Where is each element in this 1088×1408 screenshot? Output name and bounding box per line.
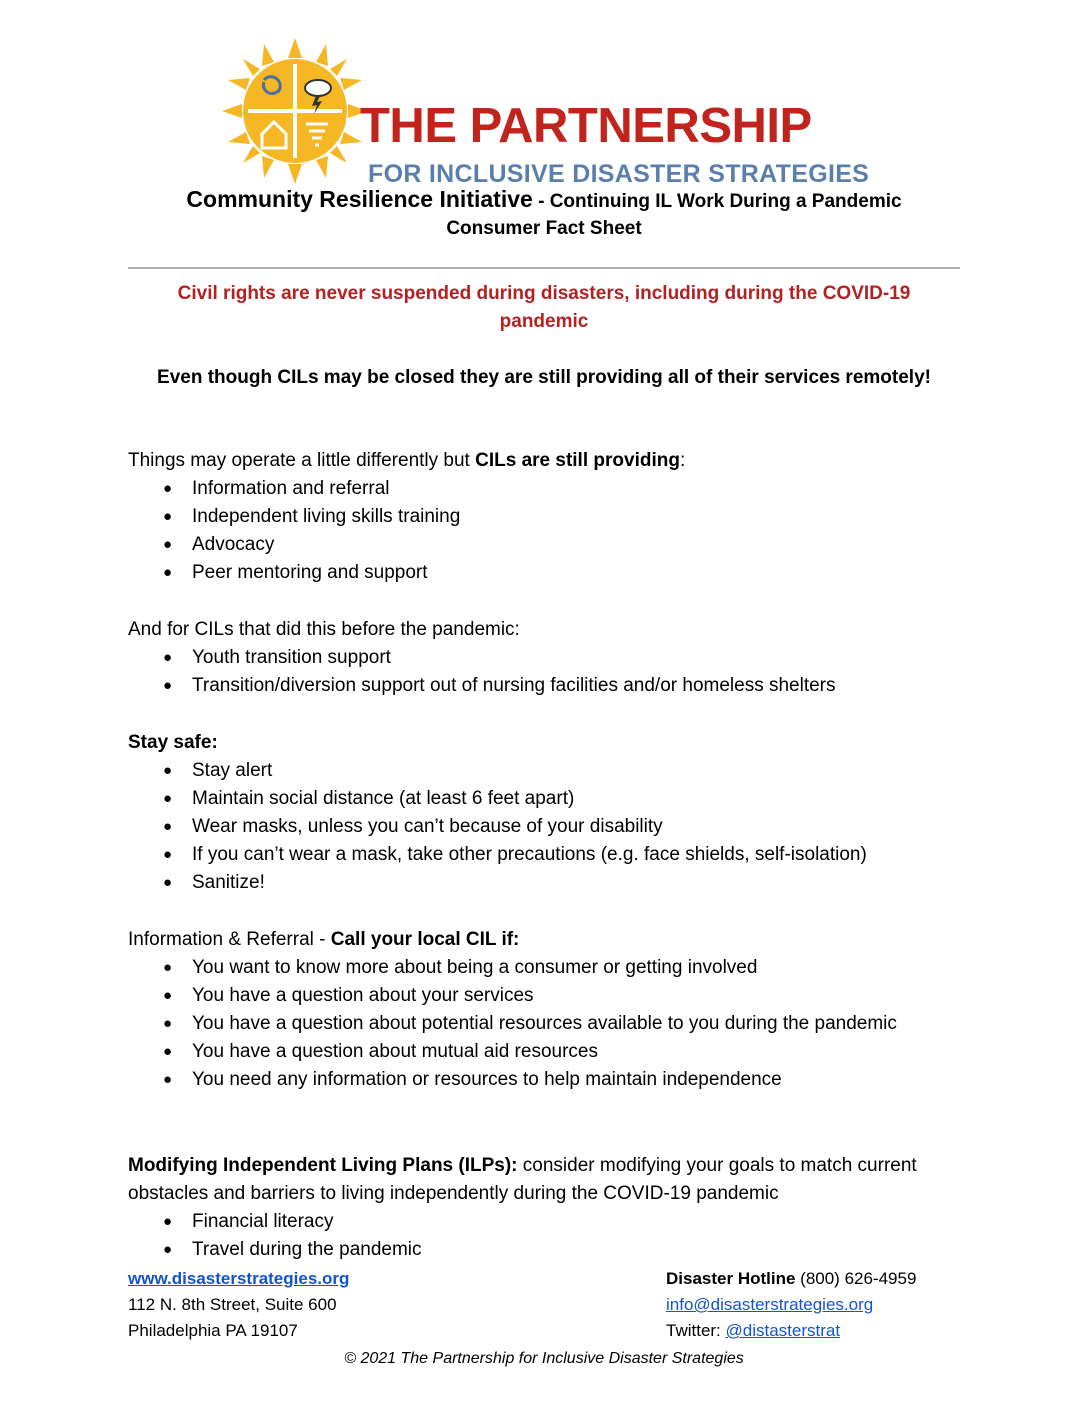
list-item: ● Wear masks, unless you can’t because of your disability (128, 813, 968, 841)
ilp-intro (128, 1152, 948, 1208)
list-item: ● Maintain social distance (at least 6 feet apart) (128, 785, 968, 813)
referral-intro (128, 926, 968, 954)
services-list (128, 475, 968, 587)
hotline-number: (800) 626-4959 (795, 1269, 917, 1288)
stay-safe-list (128, 757, 968, 897)
twitter-link[interactable]: @distasterstrat (725, 1321, 841, 1340)
footer-contact-right (666, 1266, 916, 1344)
referral-list (128, 954, 928, 1094)
initiative-name: Community Resilience Initiative (186, 186, 533, 212)
stay-safe-section (128, 729, 968, 897)
hotline (666, 1266, 916, 1292)
list-item: ● You need any information or resources to help maintain independence (128, 1066, 928, 1094)
list-item: ● If you can’t wear a mask, take other precautions (e.g. face shields, self-isolation) (128, 841, 968, 869)
stay-safe-heading (128, 729, 968, 757)
list-item: ● Independent living skills training (128, 503, 968, 531)
ilp-list (128, 1208, 948, 1264)
ilp-intro-bold: Modifying Independent Living Plans (ILPs): (128, 1155, 518, 1176)
list-item: ● Peer mentoring and support (128, 559, 968, 587)
stay-safe-heading-text: Stay safe: (128, 732, 218, 753)
services-intro (128, 447, 968, 475)
document-title (128, 186, 960, 213)
list-item: ● You have a question about potential resources available to you during the pandemic (128, 1010, 928, 1038)
list-item: ● You have a question about mutual aid resources (128, 1038, 928, 1066)
list-item: ● Travel during the pandemic (128, 1236, 948, 1264)
copyright-notice: © 2021 The Partnership for Inclusive Disaster Strategies (344, 1350, 744, 1367)
list-item: ● Advocacy (128, 531, 968, 559)
logo-title: THE PARTNERSHIP (360, 99, 812, 153)
address-line-2: Philadelphia PA 19107 (128, 1321, 298, 1340)
civil-rights-notice: Civil rights are never suspended during disasters, including during the COVID-19 pandemic (177, 283, 911, 332)
twitter-label: Twitter: (666, 1321, 726, 1340)
services-intro-bold: CILs are still providing (475, 450, 680, 471)
list-item: ● Youth transition support (128, 644, 968, 672)
list-item: ● You want to know more about being a consumer or getting involved (128, 954, 928, 982)
list-item: ● You have a question about your services (128, 982, 928, 1010)
list-item: ● Information and referral (128, 475, 968, 503)
hotline-label: Disaster Hotline (666, 1269, 796, 1288)
logo-subtitle: FOR INCLUSIVE DISASTER STRATEGIES (368, 160, 870, 188)
prior-services-list (128, 644, 968, 700)
email-link[interactable]: info@disasterstrategies.org (666, 1295, 874, 1314)
prior-services-intro: And for CILs that did this before the pandemic: (128, 619, 520, 640)
referral-intro-text: Information & Referral - (128, 929, 331, 950)
title-separator: - (532, 191, 550, 212)
partnership-logo (220, 36, 880, 186)
footer-contact-left (128, 1266, 349, 1344)
list-item: ● Stay alert (128, 757, 968, 785)
ilp-section (128, 1152, 948, 1264)
document-subtitle: Continuing IL Work During a Pandemic (549, 191, 902, 212)
sun-logo-icon (220, 36, 370, 186)
prior-services-section (128, 616, 968, 700)
address-line-1: 112 N. 8th Street, Suite 600 (128, 1295, 337, 1314)
list-item: ● Transition/diversion support out of nursing facilities and/or homeless shelters (128, 672, 968, 700)
remote-services-notice: Even though CILs may be closed they are still providing all of their services remotely! (157, 367, 931, 388)
referral-intro-bold: Call your local CIL if: (330, 929, 520, 950)
services-section (128, 447, 968, 587)
services-intro-end: : (679, 450, 686, 471)
services-intro-text: Things may operate a little differently but (128, 450, 476, 471)
fact-sheet-label: Consumer Fact Sheet (446, 218, 642, 239)
referral-section (128, 926, 968, 1094)
list-item: ● Financial literacy (128, 1208, 948, 1236)
list-item: ● Sanitize! (128, 869, 968, 897)
website-link[interactable]: www.disasterstrategies.org (128, 1269, 350, 1288)
twitter (666, 1318, 916, 1344)
ilp-intro-text: consider modifying your goals to match current obstacles and barriers to living independently during the COVID-19 pandemic (128, 1155, 917, 1204)
header-divider (128, 267, 960, 269)
